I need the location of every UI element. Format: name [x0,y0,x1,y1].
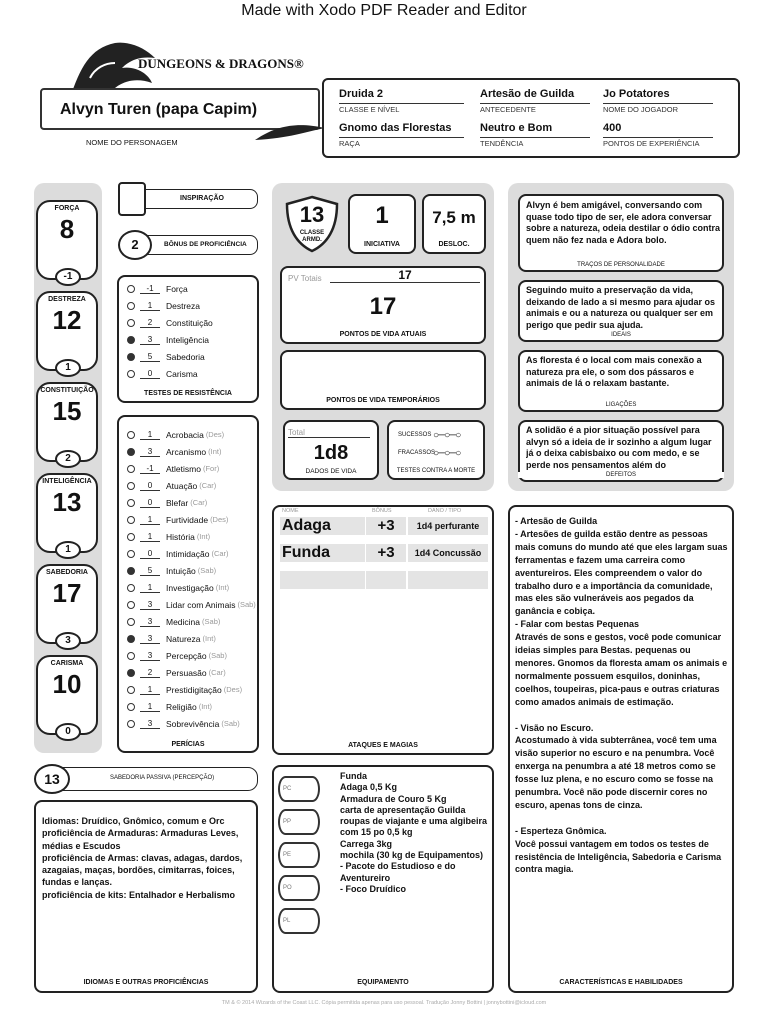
save-row[interactable] [127,331,255,348]
saves-label: TESTES DE RESISTÊNCIA [144,390,232,397]
proficiency-dot[interactable] [127,703,135,711]
ac-label: CLASSE ARMD. [299,230,325,243]
skill-row[interactable] [127,426,257,443]
skill-attr: (Sab) [237,600,256,609]
player-value[interactable]: Jo Potatores [603,88,670,100]
proficiency-dot[interactable] [127,336,135,344]
death-saves-label: TESTES CONTRA A MORTE [396,468,476,474]
languages-text[interactable]: Idiomas: Druídico, Gnômico, comum e Orc proficiência de Armaduras: Armaduras Leves, médias e Escudos proficiência de Armas: clavas, adagas, dardos, azagaias, maças, bordões, cimitarras, foices, fundas e lanças. proficiência de kits: Entalhador e Herbalismo [42,816,243,900]
proficiency-dot[interactable] [127,635,135,643]
skill-row[interactable] [127,596,257,613]
ability-name: CARISMA [50,660,84,667]
proficiency-dot[interactable] [127,720,135,728]
skill-value: 2 [140,668,160,678]
proficiency-dot[interactable] [127,618,135,626]
skill-row[interactable] [127,443,257,460]
proficiency-dot[interactable] [127,448,135,456]
skill-value: -1 [140,464,160,474]
hp-max-label: PV Totais [288,274,322,283]
skill-row[interactable] [127,715,257,732]
skill-attr: (Des) [205,430,225,439]
save-row[interactable] [127,348,255,365]
features-label: CARACTERÍSTICAS E HABILIDADES [559,979,683,986]
ability-mod[interactable]: 2 [55,450,81,468]
save-value: 5 [140,352,160,362]
skill-value: 3 [140,634,160,644]
skill-attr: (Int) [202,634,216,643]
skill-name: Persuasão [166,667,207,678]
saves-list [127,280,255,382]
skill-value: 3 [140,600,160,610]
ability-score[interactable]: 8 [59,214,75,244]
initiative-label: INICIATIVA [364,241,400,248]
save-name: Sabedoria [166,351,205,362]
save-row[interactable] [127,297,255,314]
hp-max-value[interactable]: 17 [330,268,480,283]
ability-name: CONSTITUIÇÃO [40,387,94,394]
equipment-text[interactable]: Funda Adaga 0,5 Kg Armadura de Couro 5 Kg carta de apresentação Guilda roupas de viajante e uma algibeira com 15 po 0,5 kg Carrega 3kg mochila (30 kg de Equipamentos) - Pacote do Estudioso e do Aventureiro - Foco Druídico [340,771,488,894]
attacks-box [272,505,494,755]
skill-name: Medicina [166,616,201,627]
hp-current-label: PONTOS DE VIDA ATUAIS [339,331,427,338]
skill-name: Lidar com Animais [166,599,236,610]
death-success-label: SUCESSOS [398,432,432,438]
flaws-label: DEFEITOS [518,472,724,478]
attack-name[interactable]: Funda [280,544,365,562]
coin-cp[interactable]: PC [278,776,320,802]
skill-value: 1 [140,702,160,712]
skill-name: Atuação [166,480,198,491]
speed-label: DESLOC. [438,241,470,248]
character-name-label: NOME DO PERSONAGEM [86,138,178,147]
proficiency-dot[interactable] [127,499,135,507]
proficiency-dot[interactable] [127,302,135,310]
footer: TM & © 2014 Wizards of the Coast LLC. Cópia permitida apenas para uso pessoal. Tradução Jonny Bottini | jonnybottini@icloud.com [221,1000,547,1006]
alignment-value[interactable]: Neutro e Bom [480,122,553,134]
skill-name: Blefar [166,497,189,508]
skill-value: 0 [140,549,160,559]
ability-mod[interactable]: 3 [55,632,81,650]
skill-row[interactable] [127,630,257,647]
skill-value: 1 [140,685,160,695]
character-name[interactable]: Alvyn Turen (papa Capim) [60,101,258,118]
race-label: RAÇA [339,137,464,148]
ability-name: FORÇA [54,205,80,212]
attack-header-damage: DANO / TIPO [428,508,462,514]
ability-mod[interactable]: 0 [55,723,81,741]
proficiency-dot[interactable] [127,567,135,575]
attack-damage[interactable]: 1d4 perfurante [408,517,488,535]
skill-value: 3 [140,617,160,627]
ability-mod[interactable]: -1 [55,268,81,286]
traits-text[interactable]: Alvyn é bem amigável, conversando com quase todo tipo de ser, ele adora conversar sobre a natureza, odeia destilar o ódio contra quem não fez nada e Adora bolo. [526,200,721,245]
ability-score[interactable]: 12 [52,305,82,335]
skill-value: 1 [140,515,160,525]
features-text[interactable]: - Artesão de Guilda - Artesões de guilda estão dentre as pessoas mais comuns do mundo até que eles largam suas ferramentas e fazem uma carreira como aventureiros. Eles compreendem o valor do trabalho duro e a importância da comunidade, mas eles são vulneráveis aos pegados da ganância e cobiça. - Falar com bestas Pequenas Através de sons e gestos, você pode comunicar ideias simples para Bestas. pequenas ou menores. Gnomos da floresta amam os animais e normalmente possuem esquilos, doninhas, coelhos, toupeiras, pica-paus e outras criaturas como amados animais de estimação. - Visão no Escuro. Acostumado à vida subterrânea, você tem uma visão superior no escuro e na penumbra. Você enxerga na penumbra a até 18 metros como se fosse luz plena, e no escuro como se fosse na penumbra. Você não pode discernir cores no escuro, apenas tons de cinza. - Esperteza Gnômica. Você possui vantagem em todos os testes de resistência de Inteligência, Sabedoria e Carisma contra magia. [515,516,728,875]
proficiency-dot[interactable] [127,319,135,327]
save-row[interactable] [127,365,255,382]
xp-value[interactable]: 400 [603,122,622,134]
coin-pp[interactable]: PL [278,908,320,934]
skill-value: 3 [140,651,160,661]
skill-name: Natureza [166,633,201,644]
class-level-label: CLASSE E NÍVEL [339,103,464,114]
scroll-curl-icon [250,110,330,150]
skill-row[interactable] [127,494,257,511]
passive-value[interactable]: 13 [34,764,70,794]
ability-score[interactable]: 13 [52,487,82,517]
skill-row[interactable] [127,613,257,630]
skill-value: 0 [140,481,160,491]
skills-list [127,426,257,732]
attack-damage-empty[interactable] [408,571,488,589]
languages-label: IDIOMAS E OUTRAS PROFICIÊNCIAS [83,979,209,986]
skill-value: 1 [140,583,160,593]
attack-name[interactable]: Adaga [280,517,365,535]
skill-attr: (Des) [223,685,243,694]
skill-attr: (Car) [190,498,208,507]
skill-value: 1 [140,430,160,440]
skill-name: Percepção [166,650,207,661]
skill-value: 0 [140,498,160,508]
skill-attr: (Car) [208,668,226,677]
ability-score[interactable]: 10 [52,669,82,699]
attack-bonus-empty[interactable] [366,571,406,589]
background-label: ANTECEDENTE [480,103,590,114]
passive-label: SABEDORIA PASSIVA (PERCEPÇÃO) [110,775,215,781]
race-value[interactable]: Gnomo das Florestas [339,122,452,134]
bonds-label: LIGAÇÕES [605,402,637,408]
top-banner: Made with Xodo PDF Reader and Editor [241,2,527,19]
alignment-label: TENDÊNCIA [480,137,590,148]
skill-name: Religião [166,701,197,712]
ability-name: INTELIGÊNCIA [42,478,92,485]
hp-current-value[interactable]: 17 [369,293,397,320]
proficiency-dot[interactable] [127,431,135,439]
bonds-text[interactable]: As floresta é o local com mais conexão a natureza pra ele, o som dos pássaros e animais de lá o relaxam bastante. [526,355,702,388]
proficiency-dot[interactable] [127,353,135,361]
ac-value[interactable]: 13 [299,202,325,227]
save-value: 3 [140,335,160,345]
ability-dexterity [36,291,98,371]
proficiency-dot[interactable] [127,669,135,677]
skill-attr: (Int) [215,583,230,592]
skill-value: 3 [140,719,160,729]
proficiency-dot[interactable] [127,482,135,490]
ability-wisdom [36,564,98,644]
attack-header-name: NOME [282,508,299,514]
hp-temp-label: PONTOS DE VIDA TEMPORÁRIOS [326,397,440,404]
skill-row[interactable] [127,460,257,477]
skill-attr: (Sab) [197,566,217,575]
hit-dice-total-label: Total [288,428,370,438]
skill-row[interactable] [127,579,257,596]
skill-name: Prestidigitação [166,684,222,695]
class-level-value[interactable]: Druida 2 [339,88,384,100]
proficiency-dot[interactable] [127,370,135,378]
skill-value: 5 [140,566,160,576]
hit-dice-value[interactable]: 1d8 [313,442,349,464]
coin-sp[interactable]: PP [278,809,320,835]
ability-mod[interactable]: 1 [55,541,81,559]
save-name: Inteligência [166,334,210,345]
skill-row[interactable] [127,647,257,664]
ideals-label: IDEAIS [611,332,631,338]
ideals-text[interactable]: Seguindo muito a preservação da vida, deixando de lado a si mesmo para ajudar os animais e ou a natureza ou qualquer ser em perigo que pedir sua ajuda. [526,285,716,330]
logo-text: DUNGEONS & DRAGONS® [138,56,304,71]
proficiency-dot[interactable] [127,584,135,592]
xp-label: PONTOS DE EXPERIÊNCIA [603,137,713,148]
speed-value[interactable]: 7,5 m [432,208,476,227]
save-name: Carisma [166,368,198,379]
ability-constitution [36,382,98,462]
skill-row[interactable] [127,477,257,494]
save-name: Força [166,283,188,294]
proficiency-dot[interactable] [127,652,135,660]
skill-attr: (For) [202,464,220,473]
proficiency-dot[interactable] [127,550,135,558]
skill-row[interactable] [127,664,257,681]
save-row[interactable] [127,314,255,331]
skill-name: História [166,531,195,542]
inspiration-label: INSPIRAÇÃO [180,195,224,202]
initiative-value[interactable]: 1 [375,202,389,229]
death-fail-circles[interactable]: ○─○─○ [433,448,461,459]
ability-intelligence [36,473,98,553]
coin-ep[interactable]: PE [278,842,320,868]
skill-name: Arcanismo [166,446,207,457]
ability-strength [36,200,98,280]
attack-name-empty[interactable] [280,571,365,589]
skill-name: Furtividade [166,514,209,525]
skill-attr: (Sab) [202,617,221,626]
attack-header-bonus: BÔNUS [372,508,392,514]
flaws-text[interactable]: A solidão é a pior situação possível para alvyn só a ideia de ir sozinho a algum lugar já o deixa cabisbaixo ou com medo, e se perde nos pensamentos além do [526,425,712,470]
ability-name: SABEDORIA [45,569,88,576]
skill-attr: (Car) [211,549,229,558]
death-success-circles[interactable]: ○─○─○ [433,430,461,441]
save-value: 2 [140,318,160,328]
proficiency-circle[interactable]: 2 [118,230,152,260]
skill-value: 3 [140,447,160,457]
ability-charisma [36,655,98,735]
equipment-label: EQUIPAMENTO [357,979,409,986]
skill-row[interactable] [127,562,257,579]
skill-name: Acrobacia [166,429,204,440]
attack-damage[interactable]: 1d4 Concussão [408,544,488,562]
ability-score[interactable]: 15 [52,396,82,426]
save-value: 0 [140,369,160,379]
skill-attr: (Des) [210,515,229,524]
skill-name: Sobrevivência [166,718,220,729]
skill-name: Atletismo [166,463,201,474]
player-label: NOME DO JOGADOR [603,103,713,114]
skill-row[interactable] [127,528,257,545]
save-name: Destreza [166,300,201,311]
skill-attr: (Sab) [208,651,227,660]
attack-bonus[interactable]: +3 [366,517,406,535]
background-value[interactable]: Artesão de Guilda [480,88,575,100]
proficiency-dot[interactable] [127,285,135,293]
save-value: 1 [140,301,160,311]
skill-name: Intuição [166,565,196,576]
skill-attr: (Int) [196,532,211,541]
proficiency-dot[interactable] [127,533,135,541]
skill-attr: (Int) [208,447,222,456]
skill-name: Intimidação [166,548,210,559]
proficiency-dot[interactable] [127,601,135,609]
inspiration-box[interactable] [118,182,146,216]
skill-attr: (Int) [198,702,213,711]
skill-row[interactable] [127,698,257,715]
death-fail-label: FRACASSOS [398,450,436,456]
save-name: Constituição [166,317,213,328]
coin-gp[interactable]: PO [278,875,320,901]
skill-attr: (Sab) [221,719,240,728]
ability-mod[interactable]: 1 [55,359,81,377]
ability-score[interactable]: 17 [52,578,82,608]
skill-row[interactable] [127,511,257,528]
skill-row[interactable] [127,545,257,562]
proficiency-label: BÔNUS DE PROFICIÊNCIA [164,241,247,248]
proficiency-dot[interactable] [127,516,135,524]
hit-dice-label: DADOS DE VIDA [305,468,357,475]
skill-attr: (Car) [199,481,217,490]
save-value: -1 [140,284,160,294]
skills-label: PERÍCIAS [171,741,205,748]
skill-value: 1 [140,532,160,542]
proficiency-dot[interactable] [127,465,135,473]
traits-label: TRAÇOS DE PERSONALIDADE [577,262,665,268]
ability-name: DESTREZA [48,296,86,303]
attack-bonus[interactable]: +3 [366,544,406,562]
skill-name: Investigação [166,582,214,593]
attacks-label: ATAQUES E MAGIAS [348,742,418,749]
skill-row[interactable] [127,681,257,698]
save-row[interactable] [127,280,255,297]
proficiency-dot[interactable] [127,686,135,694]
